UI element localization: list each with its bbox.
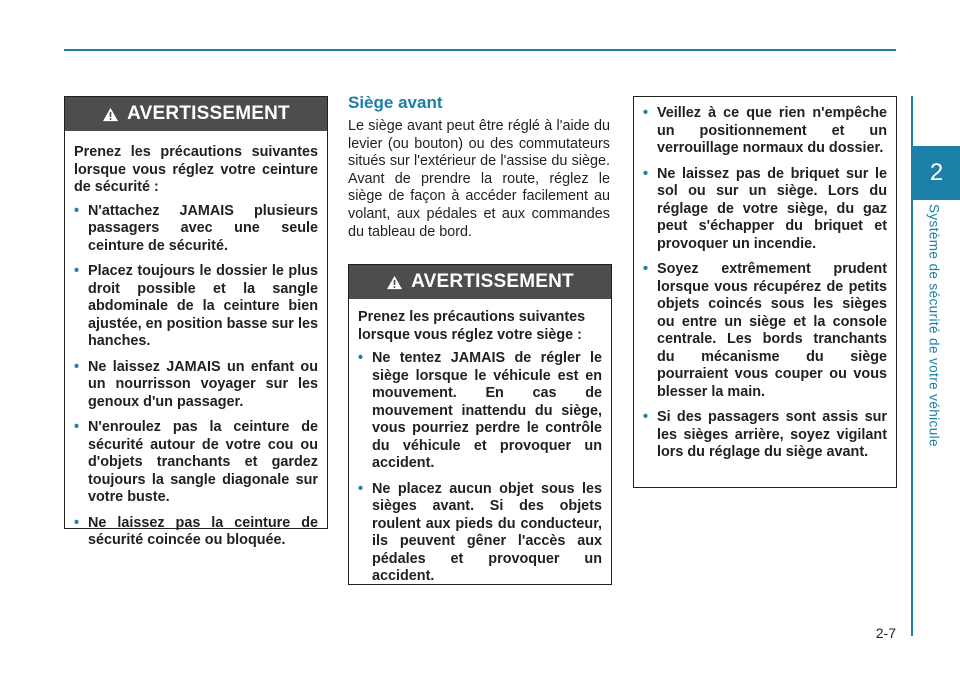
list-item: • Si des passagers sont assis sur les sièges arrière, soyez vigilant lors du réglage du siège avant.	[643, 409, 887, 460]
top-divider	[64, 49, 896, 51]
bullet-icon: •	[643, 261, 649, 277]
warning-header	[349, 265, 611, 299]
warning-box-seat	[348, 264, 612, 585]
bullet-icon: •	[74, 358, 80, 375]
list-item: • N'enroulez pas la ceinture de sécurité autour de votre cou ou d'objets tranchants et gardez toujours la sangle diagonale sur votre buste.	[74, 419, 318, 505]
list-item: • Placez toujours le dossier le plus droit possible et la sangle abdominale de la ceinture bien ajustée, en position basse sur les hanches.	[74, 263, 318, 349]
list-item: • Veillez à ce que rien n'empêche un positionnement et un verrouillage normaux du dossier.	[643, 105, 887, 156]
warning-triangle-icon	[102, 107, 119, 122]
warning-box-continuation	[633, 96, 897, 488]
bullet-icon: •	[358, 480, 364, 497]
list-item: • Ne laissez JAMAIS un enfant ou un nourrisson voyager sur les genoux d'un passager.	[74, 358, 318, 410]
warning-header	[65, 97, 327, 131]
section-paragraph: Le siège avant peut être réglé à l'aide du levier (ou bouton) ou des commutateurs situés sur l'extérieur de l'assise du siège. Avant de prendre la route, réglez le siège de façon à accéder facilement au volant, aux pédales et aux commandes du tableau de bord.	[348, 118, 610, 240]
warning-header-label: AVERTISSEMENT	[411, 271, 574, 292]
bullet-icon: •	[74, 419, 80, 435]
bullet-icon: •	[643, 165, 649, 182]
chapter-number-tab: 2	[913, 146, 960, 200]
chapter-title: Système de sécurité de votre véhicule	[926, 203, 942, 447]
bullet-icon: •	[643, 105, 649, 121]
list-item: • Soyez extrêmement prudent lorsque vous récupérez de petits objets coincés sous les sièges ou entre un siège et la console centrale. Les bords tranchants du mécanisme du siège pourraient vous couper ou vous blesser la main.	[643, 261, 887, 400]
warning-header-label: AVERTISSEMENT	[127, 103, 290, 124]
list-item: • Ne tentez JAMAIS de régler le siège lorsque le véhicule est en mouvement. En cas de mouvement inattendu du siège, vous pourriez perdre le contrôle du véhicule et provoquer un accident.	[358, 350, 602, 471]
bullet-icon: •	[643, 409, 649, 425]
bullet-icon: •	[74, 263, 80, 279]
section-title: Siège avant	[348, 93, 443, 112]
list-item: • Ne laissez pas la ceinture de sécurité coincée ou bloquée.	[74, 514, 318, 548]
bullet-icon: •	[74, 514, 80, 531]
list-item: • Ne placez aucun objet sous les sièges avant. Si des objets roulent aux pieds du conducteur, ils peuvent gêner l'accès aux pédales et provoquer un accident.	[358, 480, 602, 584]
warning-intro: Prenez les précautions suivantes lorsque vous réglez votre siège :	[358, 309, 586, 343]
warning-triangle-icon	[386, 275, 403, 290]
bullet-icon: •	[74, 202, 80, 219]
list-item: • Ne laissez pas de briquet sur le sol ou sur un siège. Lors du réglage de votre siège, du gaz peut s'échapper du briquet et provoquer un incendie.	[643, 165, 887, 252]
page-number: 2-7	[875, 625, 896, 641]
list-item: • N'attachez JAMAIS plusieurs passagers avec une seule ceinture de sécurité.	[74, 202, 318, 254]
warning-intro: Prenez les précautions suivantes lorsque vous réglez votre ceinture de sécurité :	[74, 144, 318, 195]
warning-box-seatbelt	[64, 96, 328, 548]
bullet-icon: •	[358, 350, 364, 366]
